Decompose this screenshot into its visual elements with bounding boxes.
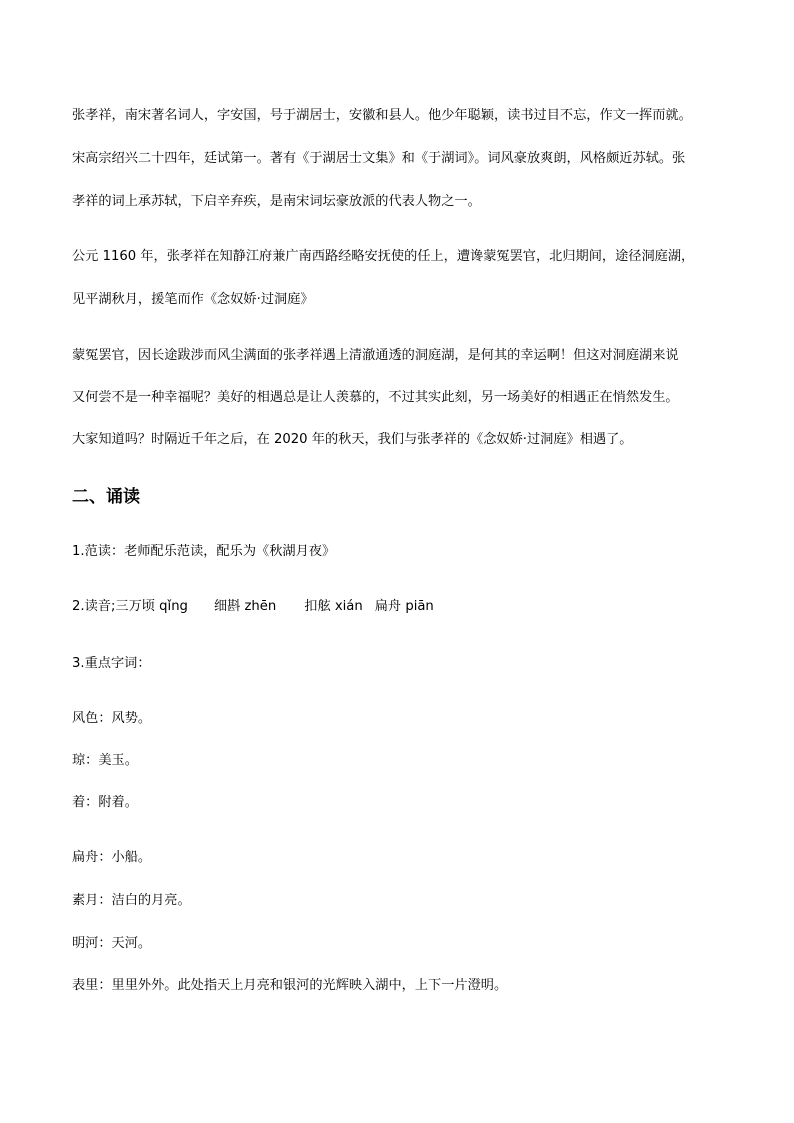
glossary-entry: 着：附着。	[72, 795, 138, 810]
intro-line: 又何尝不是一种幸福呢？美好的相遇总是让人羡慕的，不过其实此刻，另一场美好的相遇正在悄然发生。	[72, 390, 679, 405]
intro-line: 公元 1160 年，张孝祥在知静江府兼广南西路经略安抚使的任上，遭谗蒙冤罢官，北归期间，途径洞庭湖，	[72, 249, 695, 264]
intro-line: 大家知道吗？时隔近千年之后，在 2020 年的秋天，我们与张孝祥的《念奴娇·过洞庭》相遇了。	[72, 432, 633, 447]
pronunciation-word: 扣舷 xián	[304, 599, 363, 614]
pronunciation-word: 扁舟 piān	[374, 599, 434, 614]
glossary-entry: 明河：天河。	[72, 936, 152, 951]
glossary-entry: 表里：里里外外。此处指天上月亮和银河的光辉映入湖中，上下一片澄明。	[72, 978, 508, 993]
glossary-entry: 琼：美玉。	[72, 753, 138, 768]
glossary-entry: 扁舟：小船。	[72, 850, 152, 865]
glossary-entry: 风色：风势。	[72, 711, 152, 726]
key-words-title: 3.重点字词：	[72, 656, 151, 671]
intro-line: 张孝祥，南宋著名词人，字安国，号于湖居士，安徽和县人。他少年聪颖，读书过目不忘，作文一挥而就。	[72, 108, 692, 123]
intro-line: 蒙冤罢官，因长途跋涉而风尘满面的张孝祥遇上清澈通透的洞庭湖，是何其的幸运啊！但这对洞庭湖来说	[72, 348, 679, 363]
pronunciation-word: 细斟 zhēn	[213, 599, 277, 614]
intro-line: 孝祥的词上承苏轼，下启辛弃疾，是南宋词坛豪放派的代表人物之一。	[72, 194, 481, 209]
pronunciation-prefix: 2.读音;	[72, 599, 116, 614]
section-heading: 二、诵读	[72, 487, 140, 507]
reading-item: 1.范读：老师配乐范读，配乐为《秋湖月夜》	[72, 544, 336, 559]
intro-line: 见平湖秋月，援笔而作《念奴娇·过洞庭》	[72, 292, 314, 307]
intro-line: 宋高宗绍兴二十四年，廷试第一。著有《于湖居士文集》和《于湖词》。词风豪放爽朗，风格颇近苏轼。张	[72, 151, 686, 166]
pronunciation-word: 三万顷 qǐng	[115, 599, 188, 614]
pronunciation-item	[72, 598, 434, 616]
glossary-entry: 素月：洁白的月亮。	[72, 893, 191, 908]
